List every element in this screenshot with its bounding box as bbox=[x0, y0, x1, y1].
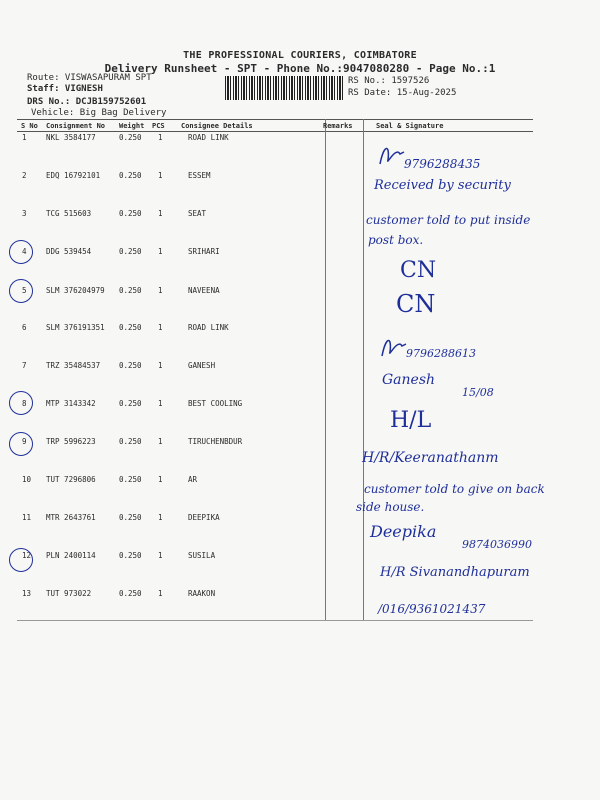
hand-row1-phone: 9796288435 bbox=[404, 157, 481, 171]
hand-row9-note: H/R/Keeranathanm bbox=[362, 450, 499, 466]
row-weight: 0.250 bbox=[119, 437, 142, 446]
row-sno: 3 bbox=[22, 209, 27, 218]
hand-row13-phone: /016/9361021437 bbox=[378, 602, 486, 616]
rs-date: RS Date: 15-Aug-2025 bbox=[348, 88, 457, 98]
row-weight: 0.250 bbox=[119, 133, 142, 142]
row-weight: 0.250 bbox=[119, 589, 142, 598]
row-consignee: SUSILA bbox=[188, 551, 216, 560]
row-pcs: 1 bbox=[158, 437, 163, 446]
row-pcs: 1 bbox=[158, 551, 163, 560]
row-consignment: SLM 376204979 bbox=[46, 286, 105, 295]
row-pcs: 1 bbox=[158, 171, 163, 180]
row-pcs: 1 bbox=[158, 513, 163, 522]
circle-mark-row12 bbox=[9, 548, 33, 572]
row-weight: 0.250 bbox=[119, 209, 142, 218]
row-consignee: NAVEENA bbox=[188, 286, 220, 295]
circle-mark-row9 bbox=[9, 432, 33, 456]
hand-row6-phone: 9796288613 bbox=[406, 347, 476, 360]
row-weight: 0.250 bbox=[119, 399, 142, 408]
row-pcs: 1 bbox=[158, 361, 163, 370]
row-sno: 13 bbox=[22, 589, 32, 598]
col-pcs: PCS bbox=[152, 122, 165, 130]
staff-label: Staff: VIGNESH bbox=[27, 84, 103, 94]
row-sno: 2 bbox=[22, 171, 27, 180]
row-consignee: ROAD LINK bbox=[188, 133, 229, 142]
hand-row2-note: Received by security bbox=[374, 178, 511, 193]
table-header-rule bbox=[17, 131, 533, 132]
col-weight: Weight bbox=[119, 122, 145, 130]
col-remarks: Remarks bbox=[323, 122, 353, 130]
runsheet-subtitle: Delivery Runsheet - SPT - Phone No.:9047080280 - Page No.:1 bbox=[104, 62, 496, 75]
row-sno: 5 bbox=[22, 286, 27, 295]
rs-number: RS No.: 1597526 bbox=[348, 76, 430, 86]
row-pcs: 1 bbox=[158, 209, 163, 218]
signature-scribble-6 bbox=[378, 332, 408, 362]
hand-row5-cn: CN bbox=[396, 290, 436, 318]
row-consignment: NKL 3584177 bbox=[46, 133, 96, 142]
col-signature: Seal & Signature bbox=[376, 122, 444, 130]
row-consignee: ROAD LINK bbox=[188, 323, 229, 332]
hand-row7-date: 15/08 bbox=[462, 386, 494, 399]
row-consignment: TCG 515603 bbox=[46, 209, 92, 218]
hand-row10-note-a: customer told to give on back bbox=[364, 482, 545, 496]
circle-mark-row5 bbox=[9, 279, 33, 303]
row-consignee: RAAKON bbox=[188, 589, 216, 598]
row-sno: 1 bbox=[22, 133, 27, 142]
circle-mark-row4 bbox=[9, 240, 33, 264]
hand-row12-note: H/R Sivanandhapuram bbox=[380, 565, 530, 580]
row-consignee: TIRUCHENBDUR bbox=[188, 437, 243, 446]
drs-label: DRS No.: DCJB159752601 bbox=[27, 97, 147, 107]
row-consignment: DDG 539454 bbox=[46, 247, 92, 256]
row-consignment: EDQ 16792101 bbox=[46, 171, 101, 180]
hand-row3-note-b: post box. bbox=[368, 233, 424, 247]
col-consignee: Consignee Details bbox=[181, 122, 253, 130]
row-consignee: AR bbox=[188, 475, 198, 484]
row-weight: 0.250 bbox=[119, 171, 142, 180]
table-bottom-rule bbox=[17, 620, 533, 621]
row-consignee: GANESH bbox=[188, 361, 216, 370]
circle-mark-row8 bbox=[9, 391, 33, 415]
row-pcs: 1 bbox=[158, 475, 163, 484]
row-consignee: SRIHARI bbox=[188, 247, 220, 256]
row-weight: 0.250 bbox=[119, 361, 142, 370]
row-pcs: 1 bbox=[158, 323, 163, 332]
row-sno: 7 bbox=[22, 361, 27, 370]
hand-row11-phone: 9874036990 bbox=[462, 538, 532, 551]
row-weight: 0.250 bbox=[119, 551, 142, 560]
row-pcs: 1 bbox=[158, 399, 163, 408]
row-consignee: SEAT bbox=[188, 209, 207, 218]
col-sno: S No bbox=[21, 122, 38, 130]
row-consignee: ESSEM bbox=[188, 171, 211, 180]
remarks-col-rule bbox=[325, 119, 326, 620]
hand-row10-note-b: side house. bbox=[356, 500, 425, 514]
hand-row4-cn: CN bbox=[400, 258, 437, 283]
row-consignment: TUT 973022 bbox=[46, 589, 92, 598]
row-pcs: 1 bbox=[158, 589, 163, 598]
hand-row8-hl: H/L bbox=[390, 408, 432, 433]
row-consignment: MTR 2643761 bbox=[46, 513, 96, 522]
row-sno: 11 bbox=[22, 513, 32, 522]
row-weight: 0.250 bbox=[119, 475, 142, 484]
row-weight: 0.250 bbox=[119, 247, 142, 256]
hand-row3-note-a: customer told to put inside bbox=[366, 213, 531, 227]
row-consignment: TRZ 35484537 bbox=[46, 361, 101, 370]
signature-col-rule bbox=[363, 119, 364, 620]
barcode bbox=[225, 76, 343, 100]
row-sno: 4 bbox=[22, 247, 27, 256]
row-sno: 8 bbox=[22, 399, 27, 408]
row-consignee: BEST COOLING bbox=[188, 399, 243, 408]
row-pcs: 1 bbox=[158, 286, 163, 295]
row-weight: 0.250 bbox=[119, 286, 142, 295]
row-consignment: PLN 2400114 bbox=[46, 551, 96, 560]
row-consignee: DEEPIKA bbox=[188, 513, 220, 522]
signature-scribble-1 bbox=[376, 140, 406, 170]
hand-row7-sign: Ganesh bbox=[382, 372, 436, 388]
col-consignment: Consignment No bbox=[46, 122, 106, 130]
row-sno: 9 bbox=[22, 437, 27, 446]
row-sno: 10 bbox=[22, 475, 32, 484]
route-label: Route: VISWASAPURAM SPT bbox=[27, 73, 152, 83]
row-sno: 6 bbox=[22, 323, 27, 332]
hand-row11-sign: Deepika bbox=[370, 522, 437, 541]
row-consignment: MTP 3143342 bbox=[46, 399, 96, 408]
row-consignment: TRP 5996223 bbox=[46, 437, 96, 446]
vehicle-label: Vehicle: Big Bag Delivery bbox=[31, 108, 167, 118]
row-pcs: 1 bbox=[158, 133, 163, 142]
row-pcs: 1 bbox=[158, 247, 163, 256]
row-weight: 0.250 bbox=[119, 323, 142, 332]
row-consignment: SLM 376191351 bbox=[46, 323, 105, 332]
company-title: THE PROFESSIONAL COURIERS, COIMBATORE bbox=[183, 50, 417, 61]
table-top-rule bbox=[17, 119, 533, 120]
row-weight: 0.250 bbox=[119, 513, 142, 522]
row-sno: 12 bbox=[22, 551, 32, 560]
row-consignment: TUT 7296806 bbox=[46, 475, 96, 484]
